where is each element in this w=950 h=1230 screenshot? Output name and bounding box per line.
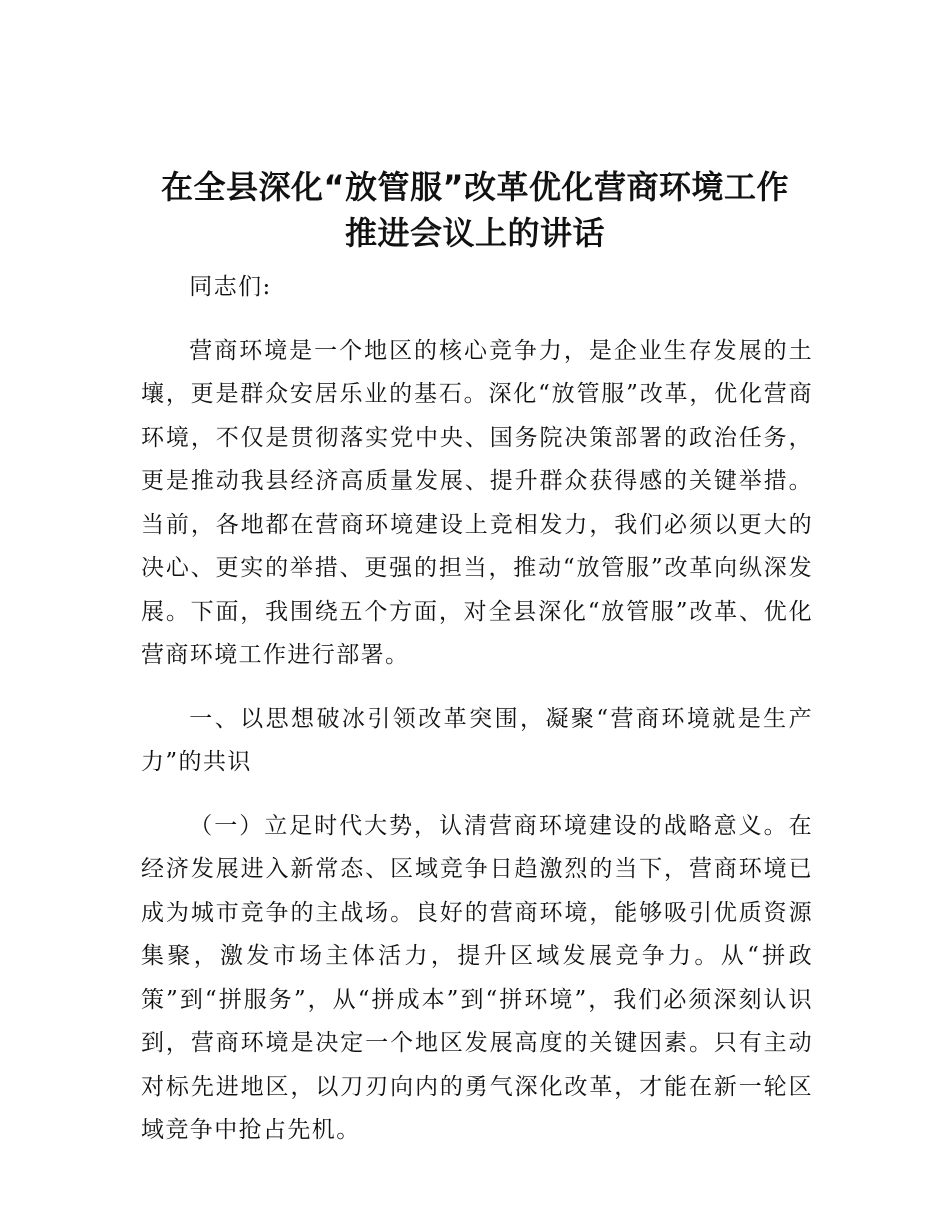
document-title-line2: 推进会议上的讲话	[344, 214, 605, 252]
document-body	[141, 240, 813, 1153]
greeting: 同志们:	[189, 274, 272, 300]
section-heading-1: 一、以思想破冰引领改革突围，凝聚“营商环境就是生产力”的共识	[141, 705, 813, 775]
paragraph-subsection-1: （一）立足时代大势，认清营商环境建设的战略意义。在经济发展进入新常态、区域竞争日趋激烈的当下，营商环境已成为城市竞争的主战场。良好的营商环境，能够吸引优质资源集聚，激发市场主体活力，提升区域发展竞争力。从“拼政策”到“拼服务”，从“拼成本”到“拼环境”，我们必须深刻认识到，营商环境是决定一个地区发展高度的关键因素。只有主动对标先进地区，以刀刃向内的勇气深化改革，才能在新一轮区域竞争中抢占先机。	[141, 812, 813, 1143]
document-title-line1: 在全县深化“放管服”改革优化营商环境工作	[160, 168, 790, 206]
paragraph-intro: 营商环境是一个地区的核心竞争力，是企业生存发展的土壤，更是群众安居乐业的基石。深化“放管服”改革，优化营商环境，不仅是贯彻落实党中央、国务院决策部署的政治任务，更是推动我县经济高质量发展、提升群众获得感的关键举措。当前，各地都在营商环境建设上竞相发力，我们必须以更大的决心、更实的举措、更强的担当，推动“放管服”改革向纵深发展。下面，我围绕五个方面，对全县深化“放管服”改革、优化营商环境工作进行部署。	[141, 337, 813, 668]
